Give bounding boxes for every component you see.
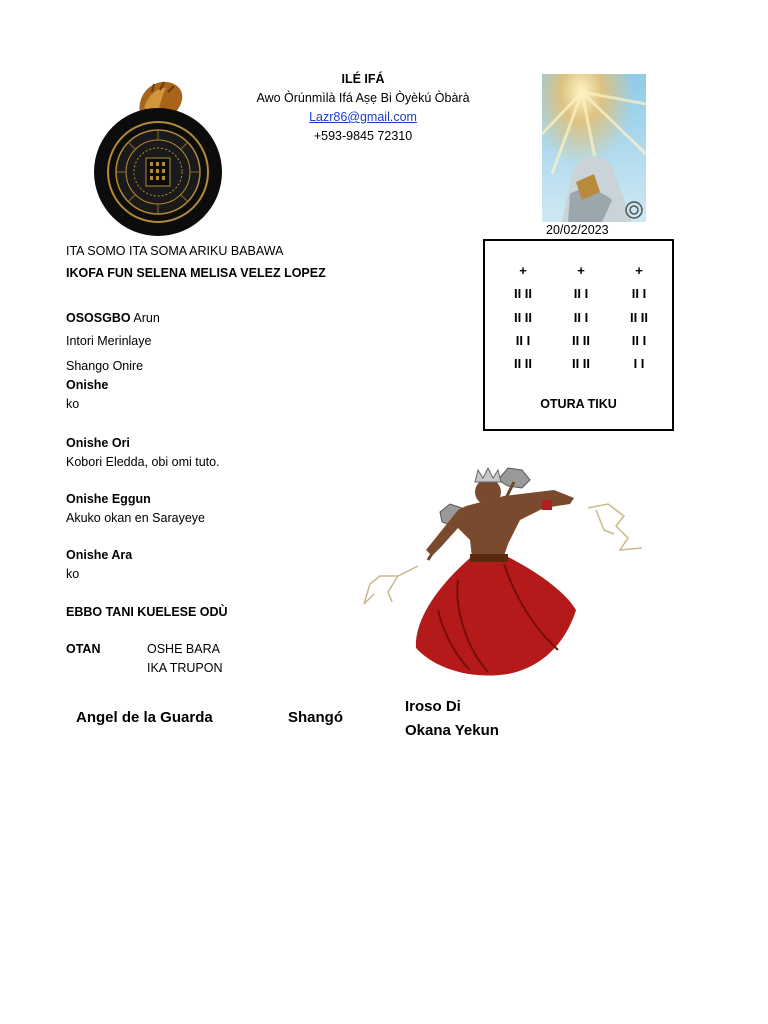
shango-onire-line: Shango Onire (66, 359, 144, 373)
odu-mark: II I (631, 333, 647, 348)
reading-date: 20/02/2023 (546, 223, 609, 237)
ososgbo-line (66, 310, 160, 326)
plus-mark: + (577, 263, 585, 278)
iroso-label: Iroso Di (405, 698, 461, 715)
odu-label: OTURA TIKU (540, 397, 617, 411)
otan-item-1: OSHE BARA (147, 642, 220, 656)
shango-illustration (358, 460, 654, 682)
plus-mark: + (519, 263, 527, 278)
onishe-ara-label: Onishe Ara (66, 548, 133, 562)
otan-item-2: IKA TRUPON (147, 661, 223, 675)
okana-label: Okana Yekun (405, 722, 499, 739)
odu-mark: II I (631, 286, 647, 301)
onishe-label: Onishe (66, 378, 109, 392)
ita-line: ITA SOMO ITA SOMA ARIKU BABAWA (66, 244, 284, 258)
odu-mark: II II (571, 333, 591, 348)
onishe-ori-value: Kobori Eledda, obi omi tuto. (66, 455, 220, 469)
onishe-value: ko (66, 397, 80, 411)
ebbo-line: EBBO TANI KUELESE ODÙ (66, 605, 228, 619)
odu-mark: I I (633, 356, 645, 371)
shango-label: Shangó (288, 709, 343, 726)
seal-logo (92, 78, 226, 236)
angel-label: Angel de la Guarda (76, 709, 213, 726)
phone-number: +593-9845 72310 (313, 129, 413, 143)
onishe-ara-value: ko (66, 567, 80, 581)
plus-mark: + (635, 263, 643, 278)
onishe-eggun-label: Onishe Eggun (66, 492, 151, 506)
org-subtitle: Awo Òrúnmìlà Ifá Aṣẹ Bi Òyèkú Òbàrà (256, 91, 470, 105)
intori-line: Intori Merinlaye (66, 334, 152, 348)
email-link[interactable]: Lazr86@gmail.com (309, 110, 417, 124)
orisha-image (542, 74, 646, 222)
ososgbo-label: OSOSGBO (66, 311, 131, 325)
header-block (230, 70, 496, 146)
ososgbo-value: Arun (133, 311, 160, 325)
odu-mark: II II (513, 310, 533, 325)
odu-mark: II II (629, 310, 649, 325)
ikofa-line: IKOFA FUN SELENA MELISA VELEZ LOPEZ (66, 266, 326, 280)
onishe-eggun-value: Akuko okan en Sarayeye (66, 511, 205, 525)
odu-mark: II II (513, 286, 533, 301)
org-title: ILÉ IFÁ (341, 72, 385, 86)
odu-mark: II II (513, 356, 533, 371)
odu-mark: II I (573, 310, 589, 325)
onishe-ori-label: Onishe Ori (66, 436, 130, 450)
odu-mark: II II (571, 356, 591, 371)
odu-mark: II I (515, 333, 531, 348)
odu-box (483, 239, 674, 431)
odu-mark: II I (573, 286, 589, 301)
otan-label: OTAN (66, 642, 101, 656)
